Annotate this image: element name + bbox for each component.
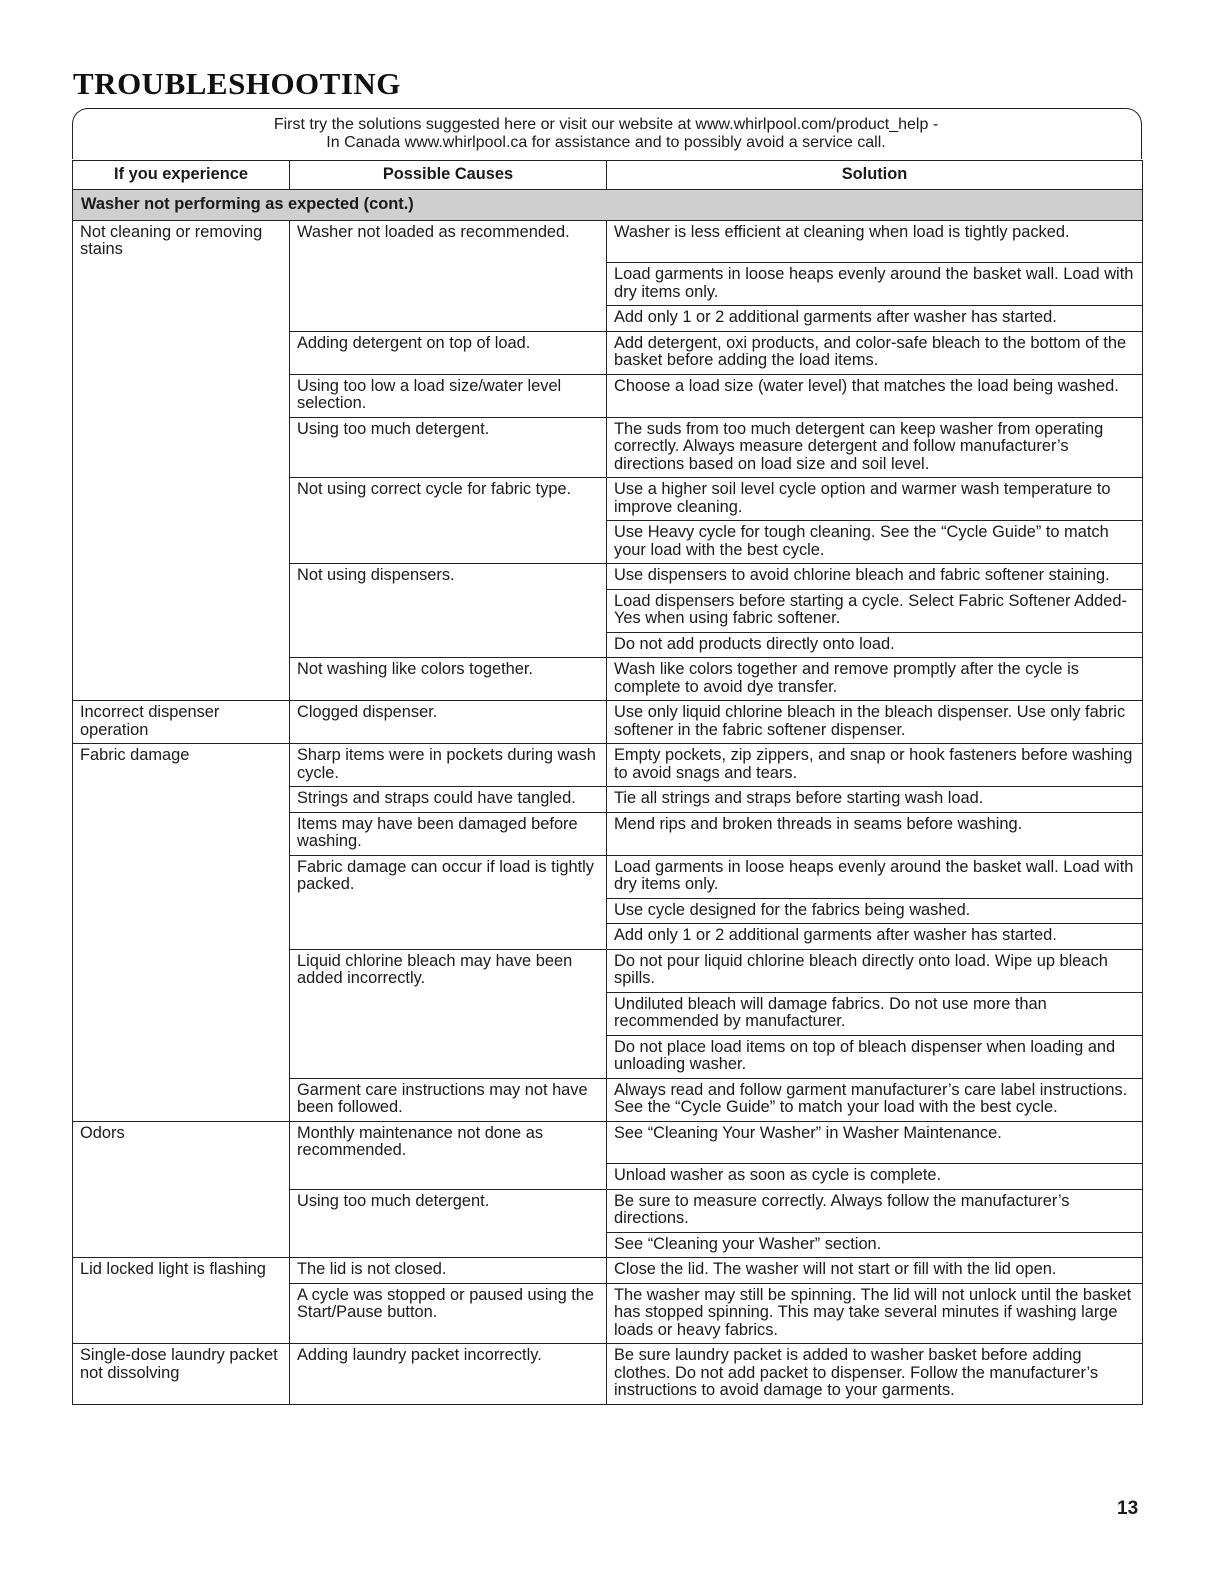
- solution-cell: Close the lid. The washer will not start or fill with the lid open.: [607, 1258, 1143, 1284]
- solution-cell: Be sure to measure correctly. Always follow the manufacturer’s directions.: [607, 1189, 1143, 1232]
- solution-cell: Add only 1 or 2 additional garments after washer has started.: [607, 924, 1143, 950]
- solution-cell: Wash like colors together and remove promptly after the cycle is complete to avoid dye transfer.: [607, 658, 1143, 701]
- table-row: [73, 564, 1143, 590]
- experience-cell: [73, 992, 290, 1035]
- experience-cell: [73, 787, 290, 813]
- table-row: [73, 924, 1143, 950]
- table-row: [73, 812, 1143, 855]
- table-row: [73, 1121, 1143, 1164]
- solution-cell: See “Cleaning Your Washer” in Washer Maintenance.: [607, 1121, 1143, 1164]
- table-row: [73, 787, 1143, 813]
- experience-cell: [73, 564, 290, 590]
- experience-cell: [73, 949, 290, 992]
- cause-cell: Garment care instructions may not have been followed.: [290, 1078, 607, 1121]
- solution-cell: Be sure laundry packet is added to washer basket before adding clothes. Do not add packet to dispenser. Follow the manufacturer’s instructions to avoid damage to your garments.: [607, 1344, 1143, 1405]
- table-row: [73, 589, 1143, 632]
- experience-cell: [73, 1035, 290, 1078]
- cause-cell: [290, 306, 607, 332]
- experience-cell: [73, 632, 290, 658]
- table-row: [73, 374, 1143, 417]
- cause-cell: Monthly maintenance not done as recommended.: [290, 1121, 607, 1164]
- cause-cell: [290, 521, 607, 564]
- table-row: [73, 306, 1143, 332]
- cause-cell: [290, 263, 607, 306]
- experience-cell: [73, 306, 290, 332]
- page-title: TROUBLESHOOTING: [73, 66, 401, 101]
- experience-cell: [73, 1189, 290, 1232]
- cause-cell: Fabric damage can occur if load is tightly packed.: [290, 855, 607, 898]
- experience-cell: [73, 331, 290, 374]
- solution-cell: Load dispensers before starting a cycle. Select Fabric Softener Added-Yes when using fabric softener.: [607, 589, 1143, 632]
- cause-cell: [290, 1035, 607, 1078]
- solution-cell: Use cycle designed for the fabrics being washed.: [607, 898, 1143, 924]
- table-row: [73, 220, 1143, 263]
- solution-cell: Load garments in loose heaps evenly around the basket wall. Load with dry items only.: [607, 855, 1143, 898]
- experience-cell: [73, 263, 290, 306]
- table-header-row: [73, 161, 1143, 190]
- table-row: [73, 898, 1143, 924]
- solution-cell: Do not place load items on top of bleach dispenser when loading and unloading washer.: [607, 1035, 1143, 1078]
- experience-cell: [73, 417, 290, 478]
- experience-cell: [73, 1164, 290, 1190]
- table-row: [73, 949, 1143, 992]
- solution-cell: Do not add products directly onto load.: [607, 632, 1143, 658]
- solution-cell: Mend rips and broken threads in seams before washing.: [607, 812, 1143, 855]
- section-row: [73, 190, 1143, 221]
- cause-cell: Not using dispensers.: [290, 564, 607, 590]
- cause-cell: [290, 632, 607, 658]
- table-row: [73, 1189, 1143, 1232]
- table-row: [73, 1078, 1143, 1121]
- table-row: [73, 632, 1143, 658]
- experience-cell: Incorrect dispenser operation: [73, 701, 290, 744]
- intro-line-1: First try the solutions suggested here or visit our website at www.whirlpool.com/product_help -: [273, 116, 939, 133]
- cause-cell: Using too low a load size/water level selection.: [290, 374, 607, 417]
- table-row: [73, 658, 1143, 701]
- table-row: [73, 263, 1143, 306]
- table-row: [73, 1035, 1143, 1078]
- solution-cell: The suds from too much detergent can keep washer from operating correctly. Always measure detergent and follow manufacturer’s directions based on load size and soil level.: [607, 417, 1143, 478]
- experience-cell: [73, 478, 290, 521]
- experience-cell: [73, 521, 290, 564]
- solution-cell: Load garments in loose heaps evenly around the basket wall. Load with dry items only.: [607, 263, 1143, 306]
- table-row: [73, 701, 1143, 744]
- section-heading: Washer not performing as expected (cont.): [73, 190, 1143, 221]
- cause-cell: A cycle was stopped or paused using the Start/Pause button.: [290, 1283, 607, 1344]
- solution-cell: Add only 1 or 2 additional garments after washer has started.: [607, 306, 1143, 332]
- table-row: [73, 1164, 1143, 1190]
- cause-cell: Using too much detergent.: [290, 417, 607, 478]
- header-causes: Possible Causes: [290, 161, 607, 190]
- table-row: [73, 1258, 1143, 1284]
- experience-cell: Lid locked light is flashing: [73, 1258, 290, 1284]
- experience-cell: Odors: [73, 1121, 290, 1164]
- solution-cell: Unload washer as soon as cycle is complete.: [607, 1164, 1143, 1190]
- experience-cell: [73, 898, 290, 924]
- table-row: [73, 992, 1143, 1035]
- table-row: [73, 521, 1143, 564]
- solution-cell: The washer may still be spinning. The lid will not unlock until the basket has stopped spinning. This may take several minutes if washing large loads or heavy fabrics.: [607, 1283, 1143, 1344]
- solution-cell: Washer is less efficient at cleaning when load is tightly packed.: [607, 220, 1143, 263]
- experience-cell: [73, 374, 290, 417]
- table-row: [73, 1344, 1143, 1405]
- table-row: [73, 331, 1143, 374]
- cause-cell: Items may have been damaged before washing.: [290, 812, 607, 855]
- solution-cell: Use dispensers to avoid chlorine bleach and fabric softener staining.: [607, 564, 1143, 590]
- table-body: [73, 190, 1143, 1405]
- cause-cell: [290, 924, 607, 950]
- table-row: [73, 855, 1143, 898]
- cause-cell: Sharp items were in pockets during wash cycle.: [290, 744, 607, 787]
- solution-cell: Do not pour liquid chlorine bleach directly onto load. Wipe up bleach spills.: [607, 949, 1143, 992]
- table-row: [73, 417, 1143, 478]
- experience-cell: [73, 1283, 290, 1344]
- cause-cell: Not washing like colors together.: [290, 658, 607, 701]
- cause-cell: Clogged dispenser.: [290, 701, 607, 744]
- experience-cell: Single-dose laundry packet not dissolving: [73, 1344, 290, 1405]
- experience-cell: [73, 1232, 290, 1258]
- solution-cell: Use only liquid chlorine bleach in the bleach dispenser. Use only fabric softener in the fabric softener dispenser.: [607, 701, 1143, 744]
- table-row: [73, 1283, 1143, 1344]
- experience-cell: [73, 812, 290, 855]
- solution-cell: Empty pockets, zip zippers, and snap or hook fasteners before washing to avoid snags and tears.: [607, 744, 1143, 787]
- cause-cell: Adding laundry packet incorrectly.: [290, 1344, 607, 1405]
- solution-cell: Use Heavy cycle for tough cleaning. See the “Cycle Guide” to match your load with the best cycle.: [607, 521, 1143, 564]
- intro-line-2: In Canada www.whirlpool.ca for assistance and to possibly avoid a service call.: [326, 134, 886, 151]
- troubleshooting-table: [72, 160, 1143, 1405]
- header-experience: If you experience: [73, 161, 290, 190]
- solution-cell: Tie all strings and straps before starting wash load.: [607, 787, 1143, 813]
- experience-cell: [73, 855, 290, 898]
- cause-cell: [290, 1232, 607, 1258]
- cause-cell: Washer not loaded as recommended.: [290, 220, 607, 263]
- intro-text: [72, 116, 1140, 152]
- cause-cell: [290, 992, 607, 1035]
- solution-cell: See “Cleaning your Washer” section.: [607, 1232, 1143, 1258]
- cause-cell: Adding detergent on top of load.: [290, 331, 607, 374]
- table-row: [73, 1232, 1143, 1258]
- cause-cell: Liquid chlorine bleach may have been added incorrectly.: [290, 949, 607, 992]
- experience-cell: Fabric damage: [73, 744, 290, 787]
- experience-cell: [73, 924, 290, 950]
- solution-cell: Use a higher soil level cycle option and warmer wash temperature to improve cleaning.: [607, 478, 1143, 521]
- experience-cell: [73, 1078, 290, 1121]
- experience-cell: [73, 658, 290, 701]
- solution-cell: Choose a load size (water level) that matches the load being washed.: [607, 374, 1143, 417]
- cause-cell: [290, 589, 607, 632]
- page-number: 13: [1117, 1498, 1139, 1519]
- table-row: [73, 478, 1143, 521]
- cause-cell: The lid is not closed.: [290, 1258, 607, 1284]
- solution-cell: Undiluted bleach will damage fabrics. Do not use more than recommended by manufacturer.: [607, 992, 1143, 1035]
- solution-cell: Always read and follow garment manufacturer’s care label instructions. See the “Cycle Guide” to match your load with the best cycle.: [607, 1078, 1143, 1121]
- table-row: [73, 744, 1143, 787]
- cause-cell: Using too much detergent.: [290, 1189, 607, 1232]
- cause-cell: Strings and straps could have tangled.: [290, 787, 607, 813]
- cause-cell: Not using correct cycle for fabric type.: [290, 478, 607, 521]
- cause-cell: [290, 898, 607, 924]
- cause-cell: [290, 1164, 607, 1190]
- header-solution: Solution: [607, 161, 1143, 190]
- experience-cell: [73, 589, 290, 632]
- experience-cell: Not cleaning or removing stains: [73, 220, 290, 263]
- solution-cell: Add detergent, oxi products, and color-safe bleach to the bottom of the basket before adding the load items.: [607, 331, 1143, 374]
